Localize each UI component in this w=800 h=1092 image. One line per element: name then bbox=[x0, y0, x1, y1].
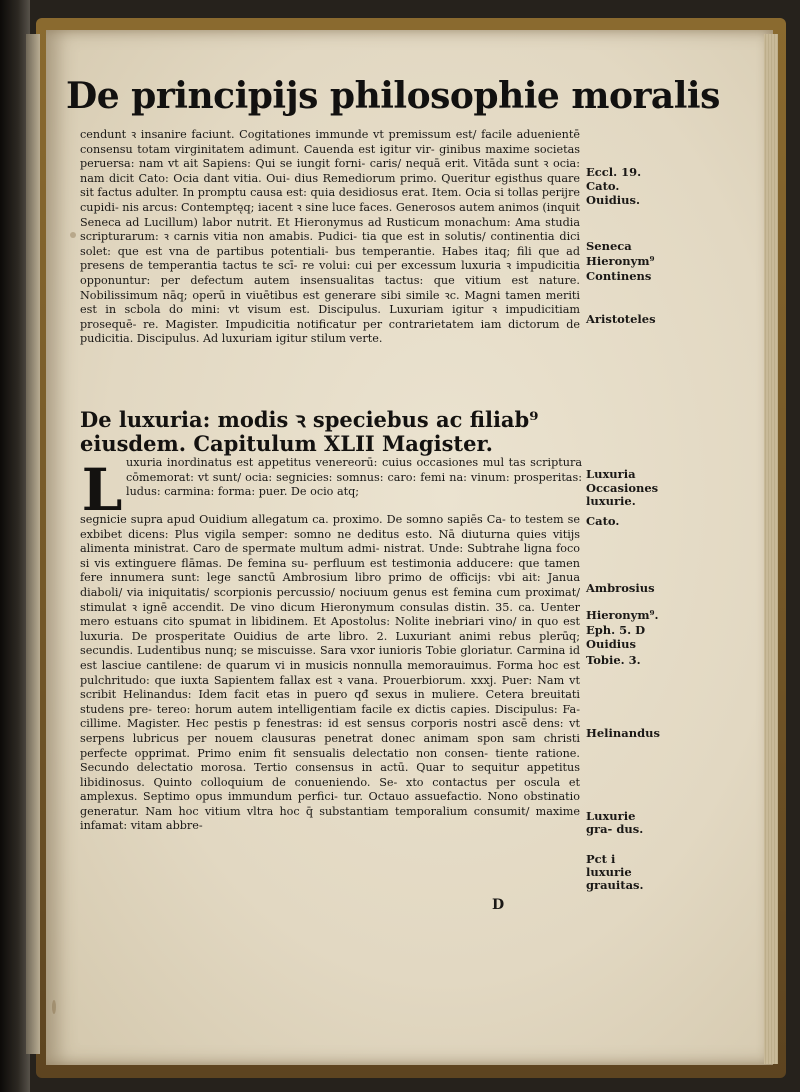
margin-note: Ambrosius bbox=[586, 581, 655, 595]
margin-note: Ouidius bbox=[586, 637, 636, 651]
page-heading: De principijs philosophie moralis bbox=[66, 75, 720, 117]
margin-note: Helinandus bbox=[586, 726, 660, 740]
chapter-title: De luxuria: modis ꝛ speciebus ac filiab⁹ eiusdem. Capitulum XLII Magister. bbox=[80, 407, 539, 456]
ink-spot bbox=[70, 232, 76, 238]
margin-note: Cato. bbox=[586, 514, 620, 528]
catchword: D bbox=[492, 897, 505, 913]
margin-note: Tobie. 3. bbox=[586, 653, 641, 667]
chapter-text-beside-initial: uxuria inordinatus est appetitus venereorū: cuius occasiones mul tas scriptura cōmemorat: vt sunt/ ocia: segnicies: somnus: caro: femi na: vinum: prosperitas: ludus: carmina: forma: puer. De ocio atq; bbox=[126, 456, 582, 499]
margin-note: Seneca bbox=[586, 239, 632, 253]
margin-note: Eph. 5. D bbox=[586, 623, 646, 637]
page-edge-left bbox=[26, 34, 40, 1054]
margin-note: Luxuria bbox=[586, 467, 636, 481]
margin-note: Ouidius. bbox=[586, 193, 640, 207]
chapter-text: segnicie supra apud Ouidium allegatum ca. proximo. De somno sapiēs Ca- to testem se exbibet dicens: Plus vigila semper: somno ne deditus esto. Nā diuturna quies vitijs alimenta ministrat. Caro de spermate multum admi- nistrat. Unde: Subtrahe ligna foco si vis extinguere flāmas. De femina su- perfluum est testimonia adducere: que tamen fere innumera sunt: lege sanctū Ambrosium libro primo de officijs: vbi ait: Janua diaboli/ via iniquitatis/ scorpionis percussio/ nociuum genus est femina cum proximat/ stimulat ꝛ ignē accendit. De vino dicum Hieronymum consulas distin. 35. ca. Uenter mero estuans cito spumat in libidinem. Et Apostolus: Nolite inebriari vino/ in quo est luxuria. De prosperitate Ouidius de arte libro. 2. Luxuriant animi rebus plerūq; secundis. Ludentibus nunq; se miscuisse. Sara vxor iunioris Tobie gloriatur. Carmina id est lasciue cantilene: de quarum vi in musicis nonnulla memorauimus. Forma hoc est pulchritudo: que iuxta Sapientem fallax est ꝛ vana. Prouerbiorum. xxxj. Puer: Nam vt scribit Helinandus: Idem facit etas in puero qđ sexus in muliere. Cetera breuitati studens pre- tereo: horum autem intelligentiam facile ex dictis capies. Discipulus: Fa- cillime. Magister. Hec pestis p fenestras: id est sensus corporis nostri ascē dens: vt serpens lubricus per nouem clausuras penetrat donec animam spon sam christi perfecte opprimat. Primo enim fit sensualis delectatio non consen- tiente ratione. Secundo delectatio morosa. Tertio consensus in actū. Quar to sequitur appetitus libidinosus. Quinto colloquium de conueniendo. Se- xto contactus per oscula et amplexus. Septimo opus immundum perfici- tur. Octauo assuefactio. Nono obstinatio generatur. Nam hoc vitium vltra hoc q̄ substantiam temporalium consumit/ maxime infamat: vitam abbre- bbox=[80, 513, 580, 833]
margin-note: Occasiones luxurie. bbox=[586, 481, 659, 508]
initial-letter: L bbox=[81, 456, 123, 524]
margin-note: Pct i luxurie grauitas. bbox=[586, 852, 644, 892]
margin-note: Luxurie gra- dus. bbox=[586, 809, 644, 836]
margin-note: Cato. bbox=[586, 179, 620, 193]
page-stack-edge bbox=[764, 34, 778, 1064]
body-text: cendunt ꝛ insanire faciunt. Cogitationes immunde vt premissum est/ facile aduenientē consensu totam virginitatem adimunt. Cauenda est igitur vir- ginibus maxime societas peruersa: nam vt ait Sapiens: Qui se iungit forni- caris/ nequā erit. Vitāda sunt ꝛ ocia: nam dicit Cato: Ocia dant vitia. Oui- dius Remediorum primo. Queritur egisthus quare sit factus adulter. In promptu causa est: quia desidiosus erat. Item. Ocia si tollas perijre cupidi- nis arcus: Contemptęq; iacent ꝛ sine luce faces. Generosos autem animos (inquit Seneca ad Lucillum) labor nutrit. Et Hieronymus ad Rusticum monachum: Ama studia scripturarum: ꝛ carnis vitia non amabis. Pudici- tia que est in solutis/ continentia dici solet: que est vna de partibus potentiali- bus temperantie. Habes itaq; fili que ad presens de temperantia tactus te scī- re volui: cui per excessum luxuria ꝛ impudicitia opponuntur: per defectum autem insensualitas tactus: que vitium est nature. Nobilissimum nāq; operū in viuētibus est generare sibi simile ꝛc. Magni tamen meriti est in scbola do mini: vt visum est. Discipulus. Luxuriam igitur ꝛ impudicitiam prosequē- re. Magister. Impudicitia notificatur per contrarietatem iam dictorum de pudicitia. Discipulus. Ad luxuriam igitur stilum verte. bbox=[80, 128, 580, 346]
margin-note: Aristoteles bbox=[586, 312, 656, 326]
margin-note: Hieronym⁹. bbox=[586, 608, 659, 622]
ink-spot bbox=[52, 1000, 56, 1014]
margin-note: Continens bbox=[586, 269, 652, 283]
margin-note: Hieronym⁹ bbox=[586, 254, 655, 268]
margin-note: Eccl. 19. bbox=[586, 165, 642, 179]
